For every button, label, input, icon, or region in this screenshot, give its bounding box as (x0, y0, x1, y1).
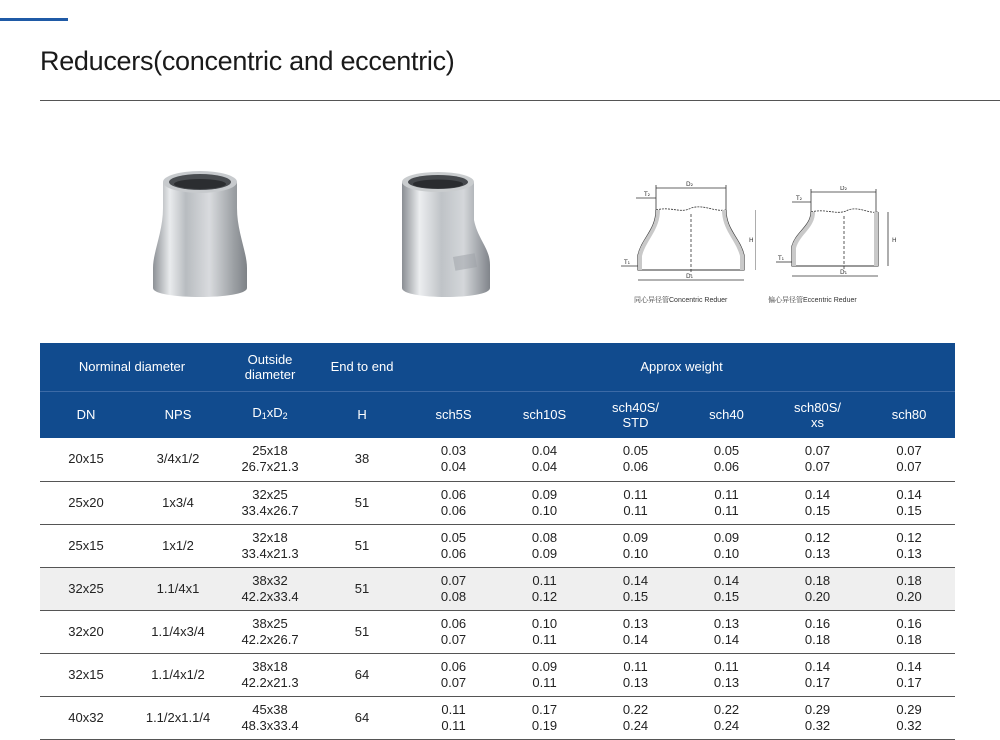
drawing-label-t2: T₂ (644, 191, 651, 198)
cell-sch80s: 0.18 0.20 (772, 567, 863, 610)
cell-sch10s: 0.09 0.10 (499, 481, 590, 524)
header-sch10s: sch10S (499, 391, 590, 438)
cell-h: 51 (316, 524, 408, 567)
cell-sch40s: 0.09 0.10 (590, 524, 681, 567)
table-row (40, 438, 955, 481)
cell-sch5s: 0.06 0.07 (408, 653, 499, 696)
concentric-drawing-caption: 同心异径管Concentric Reduer (634, 297, 728, 304)
cell-sch80s: 0.16 0.18 (772, 610, 863, 653)
product-illustrations (40, 150, 1000, 320)
drawing-label-d1: D₁ (686, 273, 694, 280)
table-row (40, 696, 955, 739)
spec-table-body (40, 438, 955, 739)
cell-sch40s: 0.14 0.15 (590, 567, 681, 610)
table-sub-header-row (40, 391, 955, 438)
cell-dn: 32x20 (40, 610, 132, 653)
table-row (40, 610, 955, 653)
cell-sch40: 0.22 0.24 (681, 696, 772, 739)
header-sch40s-std: sch40S/ STD (590, 391, 681, 438)
accent-bar (0, 18, 68, 21)
cell-sch80: 0.29 0.32 (863, 696, 955, 739)
cell-h: 38 (316, 438, 408, 481)
cell-h: 64 (316, 696, 408, 739)
cell-sch80s: 0.29 0.32 (772, 696, 863, 739)
table-row (40, 524, 955, 567)
cell-sch10s: 0.08 0.09 (499, 524, 590, 567)
cell-od: 25x18 26.7x21.3 (224, 438, 316, 481)
cell-sch80: 0.14 0.15 (863, 481, 955, 524)
cell-sch10s: 0.17 0.19 (499, 696, 590, 739)
cell-sch10s: 0.04 0.04 (499, 438, 590, 481)
drawing-label-t1: T₁ (778, 255, 785, 262)
cell-h: 51 (316, 567, 408, 610)
header-sch40: sch40 (681, 391, 772, 438)
drawing-label-h: H (749, 237, 754, 244)
table-group-header-row (40, 343, 955, 391)
cell-od: 32x25 33.4x26.7 (224, 481, 316, 524)
cell-sch80: 0.16 0.18 (863, 610, 955, 653)
title-divider (40, 100, 1000, 101)
cell-sch40s: 0.11 0.13 (590, 653, 681, 696)
cell-nps: 1x1/2 (132, 524, 224, 567)
cell-sch40: 0.14 0.15 (681, 567, 772, 610)
cell-sch5s: 0.06 0.07 (408, 610, 499, 653)
drawing-label-t2: T₂ (796, 195, 803, 202)
cell-sch40s: 0.05 0.06 (590, 438, 681, 481)
cell-sch80s: 0.07 0.07 (772, 438, 863, 481)
cell-sch80: 0.07 0.07 (863, 438, 955, 481)
cell-sch5s: 0.11 0.11 (408, 696, 499, 739)
cell-nps: 1.1/4x3/4 (132, 610, 224, 653)
header-nominal-diameter: Norminal diameter (40, 343, 224, 391)
cell-dn: 20x15 (40, 438, 132, 481)
concentric-reducer-drawing (616, 180, 756, 290)
eccentric-reducer-image (390, 160, 500, 310)
cell-sch40: 0.05 0.06 (681, 438, 772, 481)
cell-sch80: 0.14 0.17 (863, 653, 955, 696)
cell-nps: 1.1/4x1/2 (132, 653, 224, 696)
reducer-spec-table (40, 343, 955, 740)
eccentric-reducer-drawing (756, 186, 906, 291)
header-d1xd2: $D_1xD_2$ (224, 391, 316, 438)
cell-sch5s: 0.06 0.06 (408, 481, 499, 524)
cell-nps: 1x3/4 (132, 481, 224, 524)
eccentric-drawing-caption: 偏心异径管Eccentric Reduer (768, 297, 857, 304)
cell-sch40: 0.11 0.11 (681, 481, 772, 524)
header-end-to-end: End to end (316, 343, 408, 391)
cell-dn: 32x25 (40, 567, 132, 610)
header-dn: DN (40, 391, 132, 438)
cell-sch40: 0.11 0.13 (681, 653, 772, 696)
header-sch80: sch80 (863, 391, 955, 438)
header-sch80s-xs: sch80S/ xs (772, 391, 863, 438)
drawing-label-d1: D₁ (840, 269, 848, 276)
cell-nps: 1.1/4x1 (132, 567, 224, 610)
cell-sch80: 0.18 0.20 (863, 567, 955, 610)
cell-dn: 40x32 (40, 696, 132, 739)
cell-sch10s: 0.10 0.11 (499, 610, 590, 653)
drawing-label-d2: D₂ (686, 181, 694, 188)
cell-sch40: 0.13 0.14 (681, 610, 772, 653)
cell-dn: 32x15 (40, 653, 132, 696)
cell-sch80s: 0.14 0.17 (772, 653, 863, 696)
cell-dn: 25x20 (40, 481, 132, 524)
header-h: H (316, 391, 408, 438)
table-row (40, 481, 955, 524)
cell-nps: 1.1/2x1.1/4 (132, 696, 224, 739)
cell-dn: 25x15 (40, 524, 132, 567)
drawing-label-d2: D₂ (840, 186, 848, 192)
drawing-label-h: H (892, 237, 897, 244)
cell-od: 38x18 42.2x21.3 (224, 653, 316, 696)
cell-h: 51 (316, 610, 408, 653)
table-row (40, 653, 955, 696)
cell-sch40s: 0.22 0.24 (590, 696, 681, 739)
cell-sch40: 0.09 0.10 (681, 524, 772, 567)
cell-sch40s: 0.13 0.14 (590, 610, 681, 653)
cell-sch10s: 0.11 0.12 (499, 567, 590, 610)
cell-sch80s: 0.12 0.13 (772, 524, 863, 567)
page-title: Reducers(concentric and eccentric) (40, 46, 455, 76)
drawing-label-t1: T₁ (624, 259, 631, 266)
cell-od: 38x25 42.2x26.7 (224, 610, 316, 653)
cell-sch5s: 0.03 0.04 (408, 438, 499, 481)
header-sch5s: sch5S (408, 391, 499, 438)
cell-od: 32x18 33.4x21.3 (224, 524, 316, 567)
cell-sch80s: 0.14 0.15 (772, 481, 863, 524)
concentric-reducer-image (145, 160, 255, 310)
cell-sch40s: 0.11 0.11 (590, 481, 681, 524)
header-outside-diameter: Outside diameter (224, 343, 316, 391)
cell-od: 45x38 48.3x33.4 (224, 696, 316, 739)
cell-h: 64 (316, 653, 408, 696)
header-approx-weight: Approx weight (408, 343, 955, 391)
cell-sch5s: 0.05 0.06 (408, 524, 499, 567)
cell-sch5s: 0.07 0.08 (408, 567, 499, 610)
cell-sch80: 0.12 0.13 (863, 524, 955, 567)
table-row (40, 567, 955, 610)
cell-nps: 3/4x1/2 (132, 438, 224, 481)
header-nps: NPS (132, 391, 224, 438)
cell-od: 38x32 42.2x33.4 (224, 567, 316, 610)
cell-h: 51 (316, 481, 408, 524)
cell-sch10s: 0.09 0.11 (499, 653, 590, 696)
